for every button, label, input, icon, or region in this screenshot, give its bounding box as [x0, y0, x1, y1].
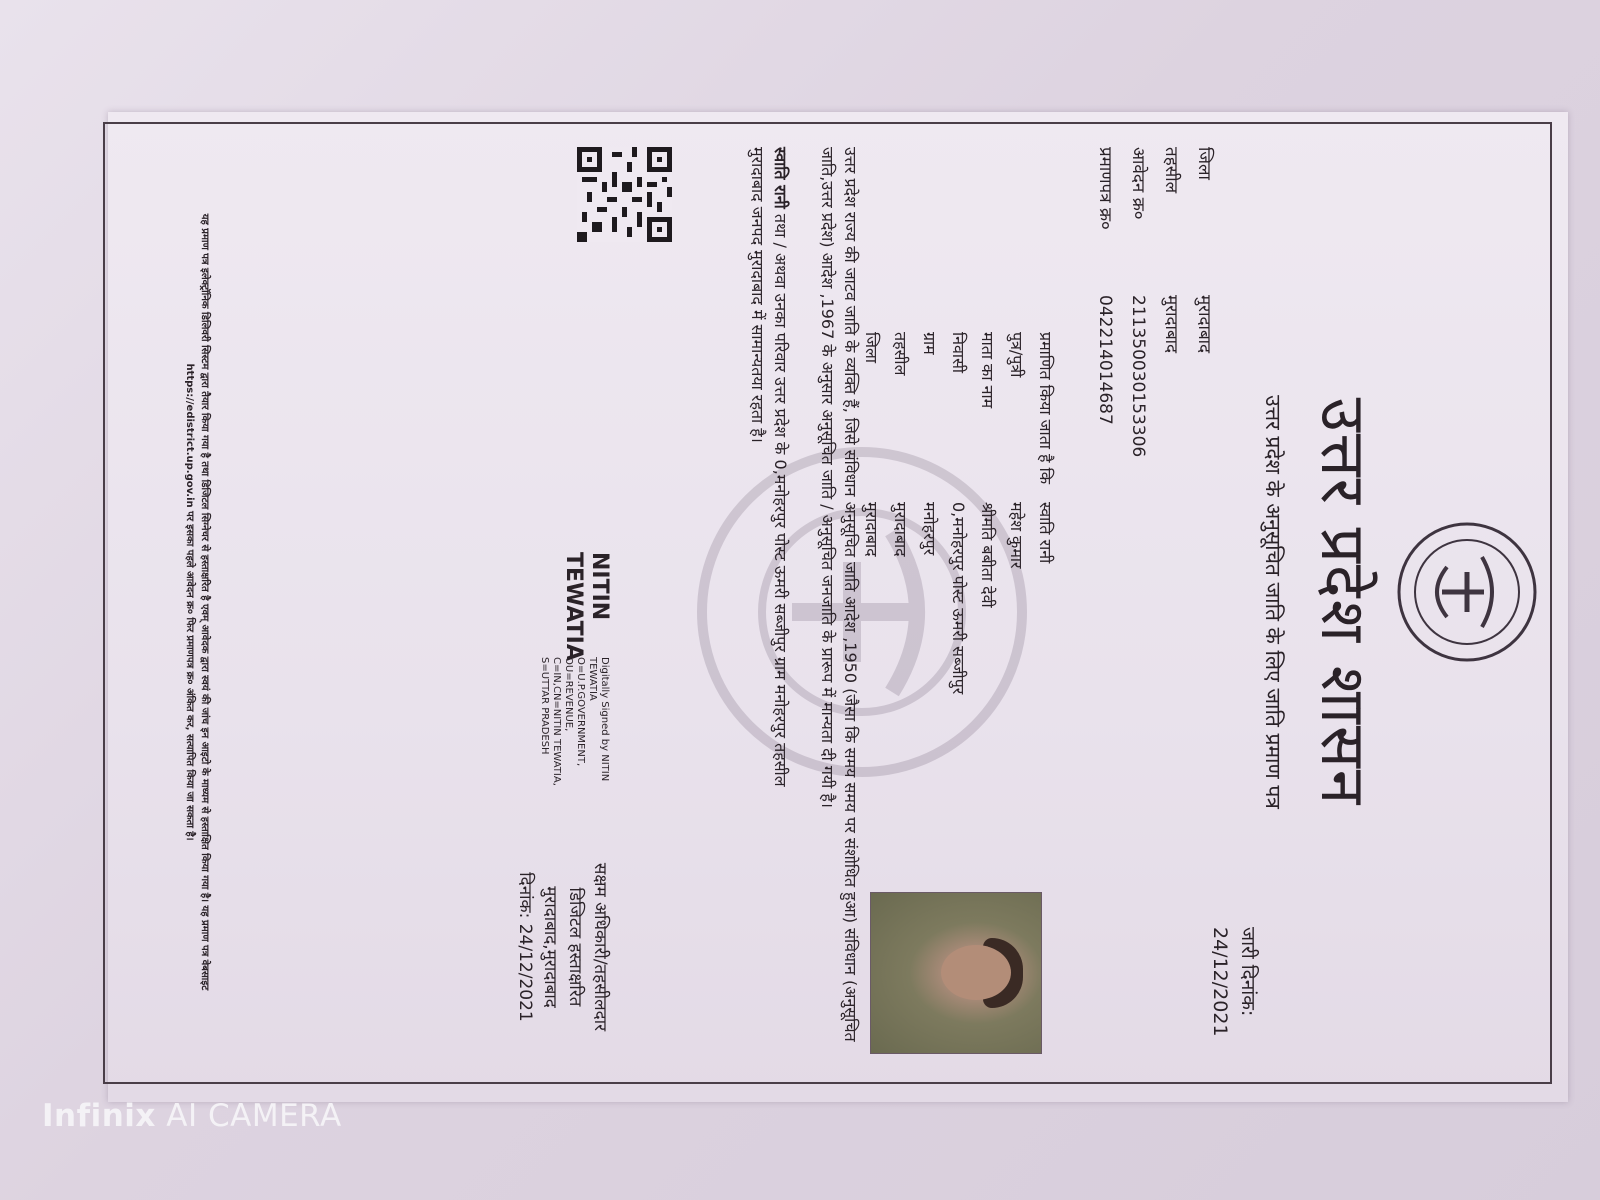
person-row: प्रमाणित किया जाता है किस्वाति रानी	[1036, 332, 1055, 564]
detail-row: आवेदन क्र०211350030153306	[1128, 147, 1148, 458]
certificate-subtitle: उत्तर प्रदेश के अनुसूचित जाति के लिए जाति प्रमाण पत्र	[1261, 395, 1285, 809]
person-row: तहसीलमुरादाबाद	[891, 332, 910, 557]
signer-name: NITIN TEWATIA	[561, 552, 612, 661]
detail-row: तहसीलमुरादाबाद	[1161, 147, 1181, 354]
person-row: माता का नामश्रीमति बबीता देवी	[978, 332, 997, 608]
up-emblem-icon	[1392, 517, 1542, 667]
issue-date-label: जारी दिनांक:	[1237, 927, 1259, 1017]
qr-code-icon	[577, 147, 672, 242]
camera-watermark: Infinix AI CAMERA	[42, 1098, 342, 1134]
detail-row: प्रमाणपत्र क्र०042214014687	[1095, 147, 1115, 425]
certificate	[162, 112, 1562, 1092]
certificate-title: उत्तर प्रदेश शासन	[1307, 397, 1380, 807]
person-row: ग्राममनोहरपुर	[920, 332, 939, 556]
digital-signature-text: Digitally Signed by NITIN TEWATIA O=U.P.GOVERNMENT, OU=REVENUE, C=IN,CN=NITIN TEWATIA, S=UTTAR PRADESH	[539, 657, 610, 786]
person-row: पुत्र/पुत्रीमहेश कुमार	[1007, 332, 1026, 569]
officer-block: सक्षम अधिकारी/तहसीलदार डिजिटल हस्ताक्षरित मुरादाबाद,मुरादाबाद दिनांक: 24/12/2021	[515, 862, 610, 1032]
verification-footer: यह प्रमाण पत्र इलेक्ट्रॉनिक डिलिवरी सिस्टम द्वारा तैयार किया गया है तथा डिजिटल सिग्नेचर से हस्ताक्षरित है एवम् आवेदक द्वारा स्वयं की जांच इन आइटो के माध्यम से हस्ताक्षित किया गया है। यह प्रमाण पत्र वेबसाइट https://edistrict.up.gov.in पर इसका पहले आवेदन क्र० फिर प्रमाणपत्र क्र० अंकित कर, सत्यापित किया जा सकता है।	[184, 213, 210, 991]
detail-row: जिलामुरादाबाद	[1194, 147, 1214, 354]
applicant-name: स्वाति रानी	[771, 147, 790, 209]
issue-date-block	[1206, 927, 1262, 1037]
residence-paragraph: स्वाति रानी तथा / अथवा उनका परिवार उत्तर प्रदेश के 0,मनोहरपुर पोस्ट ऊमरी सब्जीपुर ग्राम मनोहरपुर तहसील मुरादाबाद जनपद मुरादाबाद में सामान्यतया रहता है।	[748, 147, 790, 787]
applicant-photo	[870, 892, 1042, 1054]
person-row: निवासी0,मनोहरपुर पोस्ट ऊमरी सब्जीपुर	[949, 332, 968, 695]
issue-date-value: 24/12/2021	[1209, 927, 1231, 1037]
person-row: जिलामुरादाबाद	[862, 332, 881, 557]
certificate-paragraph: उत्तर प्रदेश राज्य की जाटव जाति के व्यक्ति हैं, जिसे संविधान अनुसूचित जाति आदेश ,1950 (जैसा कि समय समय पर संशोधित हुआ) संविधान (अनुसूचित जाति,उत्तर प्रदेश) आदेश ,1967 के अनुसार अनुसूचित जाति / अनुसूचित जनजाति के प्रारूप में मान्यता दी गयी है।	[818, 147, 860, 1042]
